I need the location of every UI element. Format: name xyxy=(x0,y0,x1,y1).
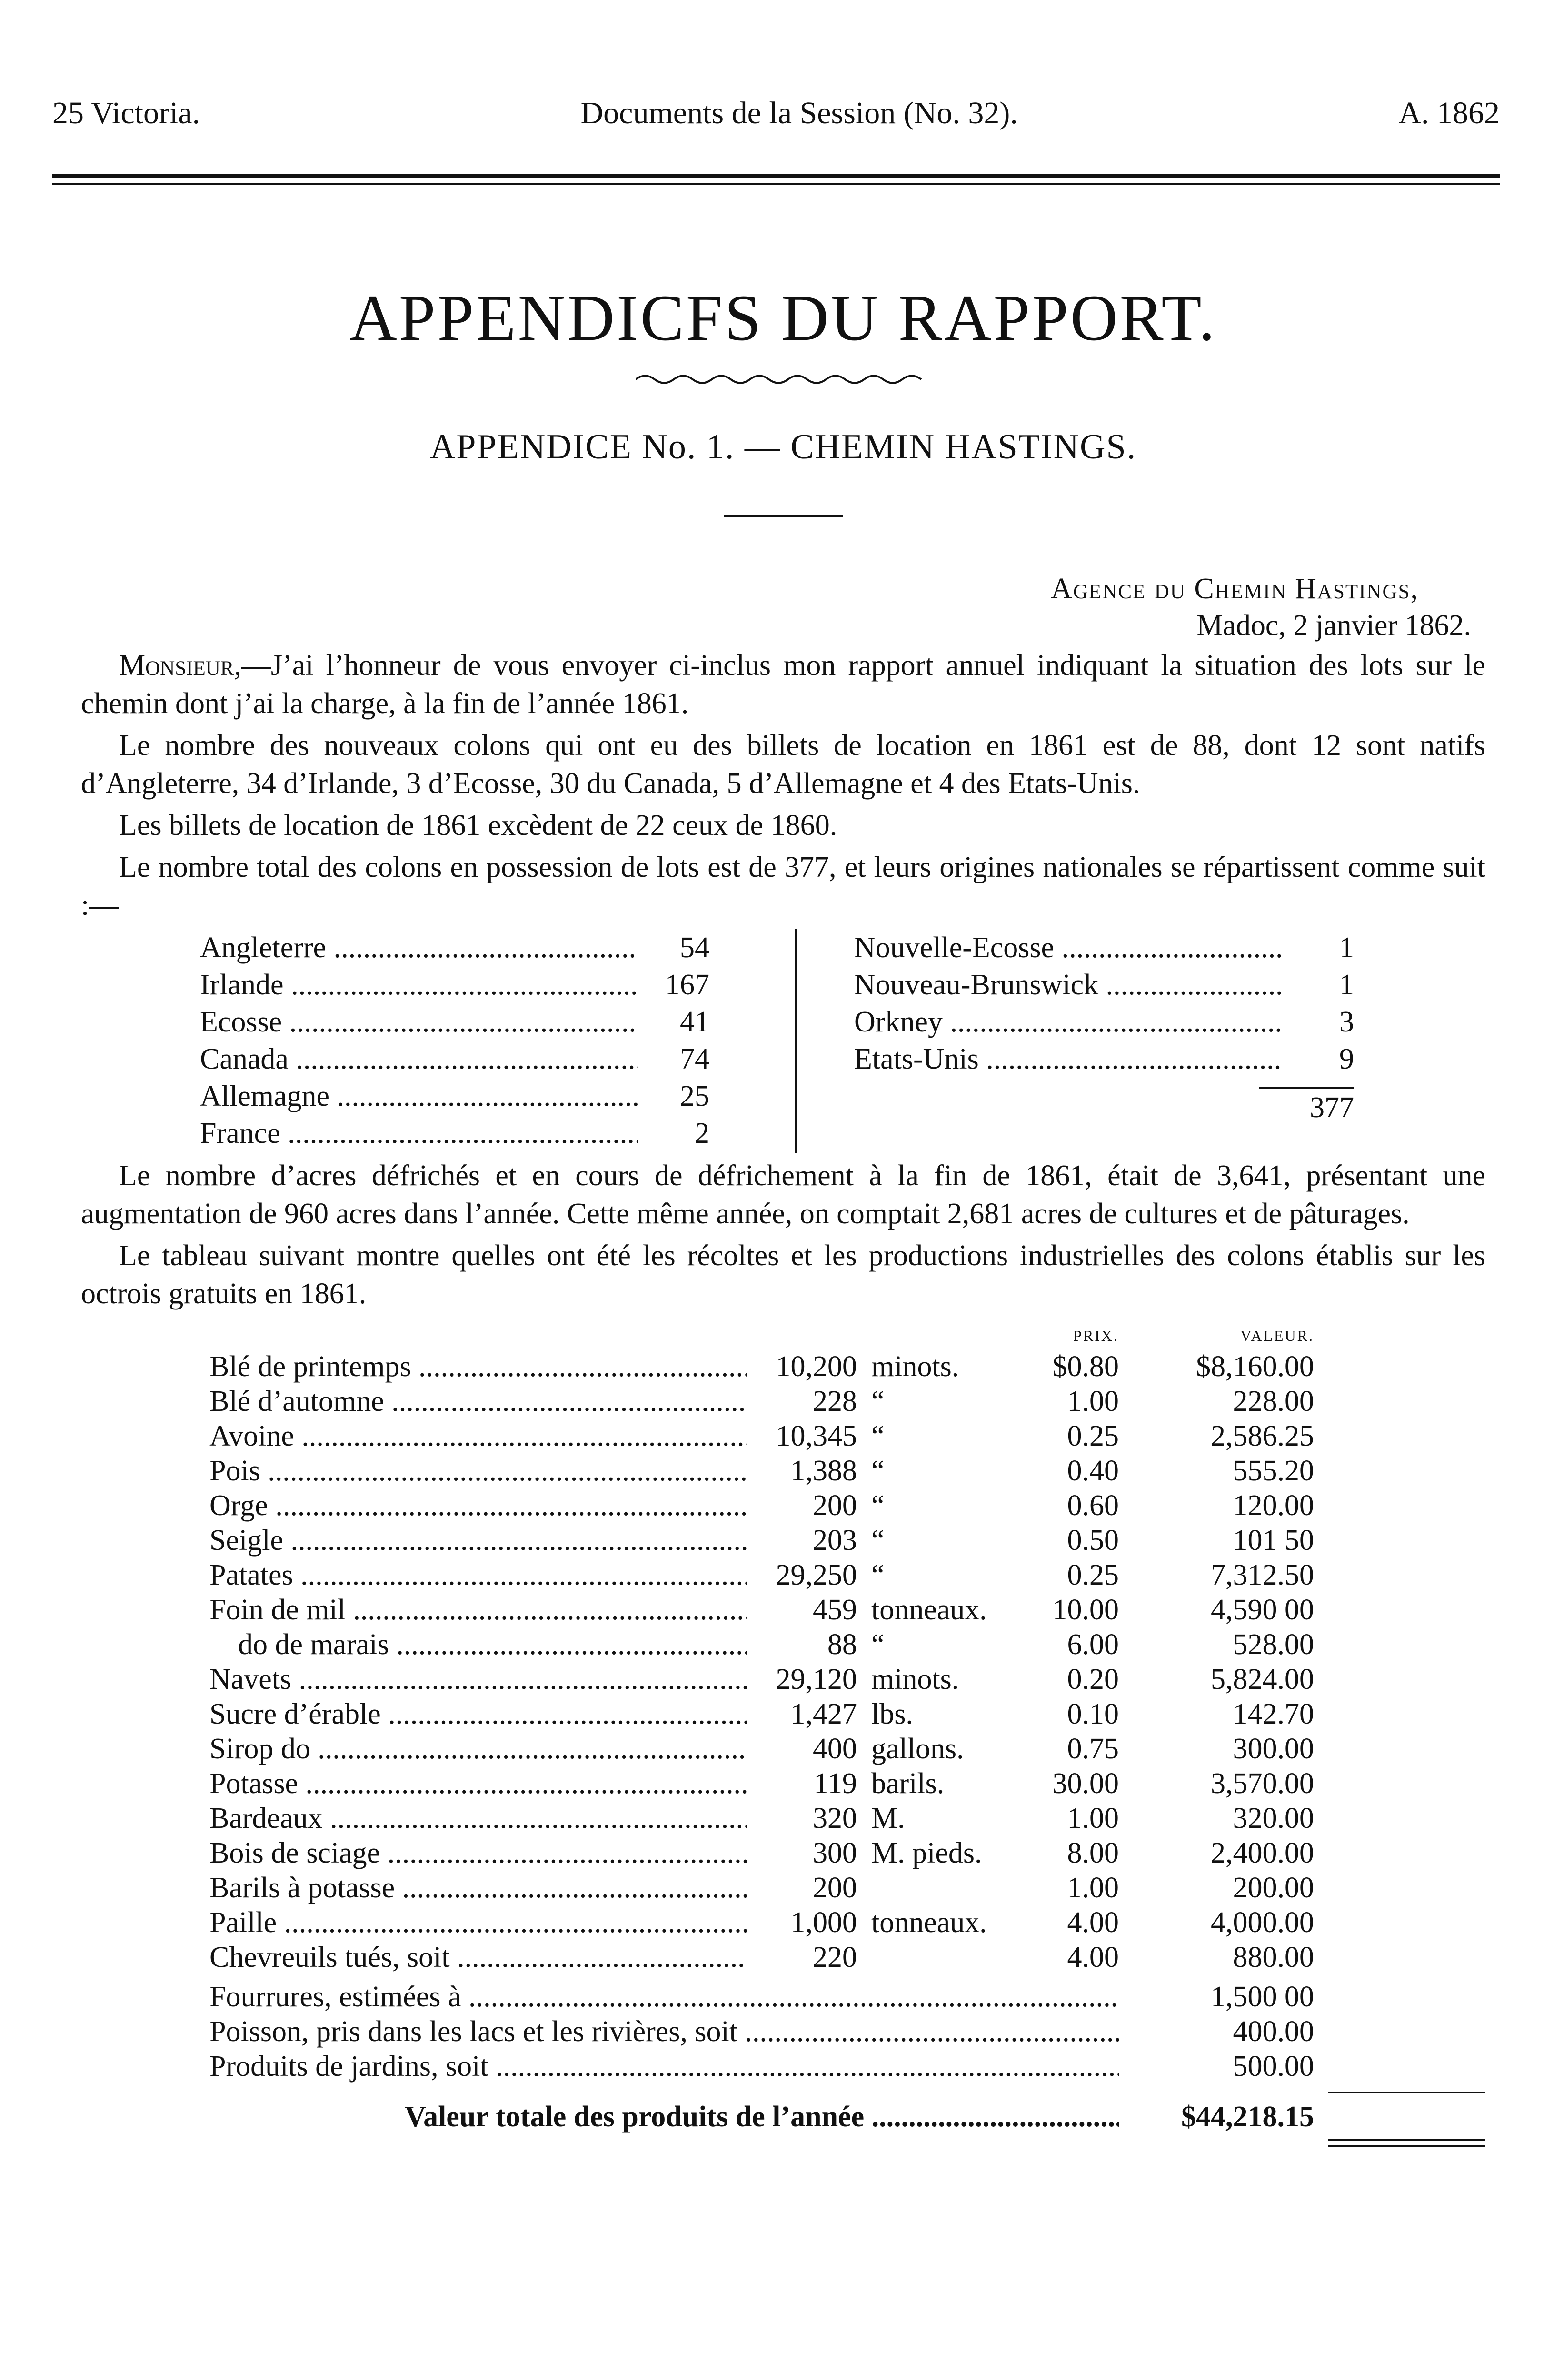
origin-row: Ecosse ..... 41 xyxy=(200,1003,709,1041)
product-value: 7,312.50 xyxy=(1211,1559,1314,1591)
origins-left-column xyxy=(81,929,709,1153)
estimate-name: Fourrures, estimées à ..... xyxy=(81,1980,1119,2014)
estimate-value: 400.00 xyxy=(1233,2015,1314,2048)
product-price: 0.60 xyxy=(1067,1489,1119,1522)
product-unit xyxy=(857,1871,1019,1905)
product-unit: M. xyxy=(871,1802,905,1835)
product-price: 0.50 xyxy=(1067,1524,1119,1557)
product-price: $0.80 xyxy=(1052,1350,1119,1383)
origins-total: 377 xyxy=(1310,1091,1354,1124)
product-row xyxy=(81,1836,1485,1871)
grand-total-row xyxy=(81,2100,1485,2134)
product-quantity: 88 xyxy=(827,1628,857,1661)
product-value: 200.00 xyxy=(1233,1872,1314,1904)
place-date: Madoc, 2 janvier 1862. xyxy=(1196,609,1471,642)
product-price: 0.10 xyxy=(1067,1698,1119,1730)
estimate-row xyxy=(81,2049,1485,2084)
product-name: Sirop do ..... xyxy=(81,1732,747,1766)
product-value: 2,586.25 xyxy=(1211,1420,1314,1452)
product-row xyxy=(81,1419,1485,1454)
product-unit: minots. xyxy=(871,1663,959,1696)
product-row xyxy=(81,1940,1485,1975)
intro-paragraph xyxy=(81,646,1485,723)
product-row xyxy=(81,1349,1485,1384)
product-name: Orge ..... xyxy=(81,1488,747,1523)
product-price: 4.00 xyxy=(1067,1941,1119,1973)
origins-paragraph: Le nombre total des colons en possession de lots est de 377, et leurs origines nationales se répartissent comme suit :— xyxy=(81,851,1485,922)
harvest-paragraph: Le tableau suivant montre quelles ont été les récoltes et les productions industrielles des colons établis sur les octrois gratuits en 1861. xyxy=(81,1240,1485,1310)
product-value: 2,400.00 xyxy=(1211,1837,1314,1869)
product-row xyxy=(81,1801,1485,1836)
product-name: Avoine ..... xyxy=(81,1419,747,1454)
product-unit: “ xyxy=(871,1524,885,1557)
product-price: 8.00 xyxy=(1067,1837,1119,1869)
header-year: A. 1862 xyxy=(1398,96,1500,130)
product-quantity: 10,200 xyxy=(776,1350,857,1383)
agency-name: Agence du Chemin Hastings, xyxy=(1051,573,1419,605)
page-title: APPENDICFS DU RAPPORT. xyxy=(349,281,1217,354)
product-row xyxy=(81,1523,1485,1558)
intro-text: —J’ai l’honneur de vous envoyer ci-inclus mon rapport annuel indiquant la situation des lots sur le chemin dont j’ai la charge, à la fin de l’année 1861. xyxy=(81,649,1485,720)
product-price: 0.75 xyxy=(1067,1733,1119,1765)
wavy-ornament xyxy=(636,370,931,389)
grand-total-label: Valeur totale des produits de l’année ..... xyxy=(81,2100,1119,2134)
product-name: Pois ..... xyxy=(81,1454,747,1488)
product-value: 528.00 xyxy=(1233,1628,1314,1661)
price-header: PRIX. xyxy=(1073,1327,1119,1344)
product-price: 0.25 xyxy=(1067,1559,1119,1591)
appendix-subtitle: APPENDICE No. 1. — CHEMIN HASTINGS. xyxy=(429,427,1137,466)
product-row xyxy=(81,1627,1485,1662)
product-name: Sucre d’érable ..... xyxy=(81,1697,747,1732)
product-quantity: 228 xyxy=(813,1385,857,1418)
estimate-value: 500.00 xyxy=(1233,2050,1314,2082)
header-rule-thick xyxy=(52,174,1500,178)
running-header xyxy=(52,95,1500,131)
grand-total-value: $44,218.15 xyxy=(1181,2101,1314,2133)
header-rule-thin xyxy=(52,183,1500,185)
product-unit: tonneaux. xyxy=(871,1594,987,1626)
product-value: 320.00 xyxy=(1233,1802,1314,1835)
settlers-paragraph: Le nombre des nouveaux colons qui ont eu des billets de location en 1861 est de 88, dont 12 sont natifs d’Angleterre, 34 d’Irlande, 3 d’Ecosse, 30 du Canada, 5 d’Allemagne et 4 des Etats-Unis. xyxy=(81,729,1485,800)
product-name: Barils à potasse ..... xyxy=(81,1871,747,1905)
product-price: 1.00 xyxy=(1067,1802,1119,1835)
estimate-row xyxy=(81,2014,1485,2049)
products-table xyxy=(81,1349,1485,1975)
product-row xyxy=(81,1662,1485,1697)
header-title: Documents de la Session (No. 32). xyxy=(580,96,1018,130)
product-row xyxy=(81,1697,1485,1732)
estimate-row xyxy=(81,1980,1485,2014)
section-divider xyxy=(724,515,843,517)
product-value: 120.00 xyxy=(1233,1489,1314,1522)
estimate-name: Produits de jardins, soit ..... xyxy=(81,2049,1119,2084)
product-row xyxy=(81,1454,1485,1488)
product-value: $8,160.00 xyxy=(1196,1350,1314,1383)
product-quantity: 200 xyxy=(813,1872,857,1904)
product-quantity: 400 xyxy=(813,1733,857,1765)
product-row xyxy=(81,1732,1485,1766)
product-row xyxy=(81,1558,1485,1593)
product-unit: “ xyxy=(871,1385,885,1418)
product-price: 0.25 xyxy=(1067,1420,1119,1452)
product-unit: “ xyxy=(871,1628,885,1661)
product-quantity: 203 xyxy=(813,1524,857,1557)
origin-row: Allemagne ..... 25 xyxy=(200,1078,709,1115)
product-row xyxy=(81,1488,1485,1523)
product-price: 0.20 xyxy=(1067,1663,1119,1696)
product-name: Blé d’automne ..... xyxy=(81,1384,747,1419)
product-unit: “ xyxy=(871,1559,885,1591)
origin-row: Orkney ..... 3 xyxy=(854,1003,1354,1041)
origin-row: Nouveau-Brunswick ..... 1 xyxy=(854,966,1354,1003)
product-name: Seigle ..... xyxy=(81,1523,747,1558)
origin-row: Irlande ..... 167 xyxy=(200,966,709,1003)
product-row xyxy=(81,1766,1485,1801)
estimate-name: Poisson, pris dans les lacs et les rivières, soit ..... xyxy=(81,2014,1119,2049)
product-row xyxy=(81,1871,1485,1905)
product-unit: lbs. xyxy=(871,1698,913,1730)
product-name: do de marais ..... xyxy=(81,1627,747,1662)
acreage-paragraph: Le nombre d’acres défrichés et en cours de défrichement à la fin de 1861, était de 3,641, présentant une augmentation de 960 acres dans l’année. Cette même année, on comptait 2,681 acres de cultures et de pâturages. xyxy=(81,1160,1485,1230)
grand-total-double-rule xyxy=(1328,2139,1485,2147)
product-unit: tonneaux. xyxy=(871,1906,987,1939)
table-column-headers xyxy=(81,1327,1485,1345)
origin-row: Nouvelle-Ecosse ..... 1 xyxy=(854,929,1354,966)
product-unit: minots. xyxy=(871,1350,959,1383)
product-name: Bardeaux ..... xyxy=(81,1801,747,1836)
product-value: 142.70 xyxy=(1233,1698,1314,1730)
product-value: 228.00 xyxy=(1233,1385,1314,1418)
product-unit: “ xyxy=(871,1489,885,1522)
product-price: 1.00 xyxy=(1067,1872,1119,1904)
product-name: Foin de mil ..... xyxy=(81,1593,747,1627)
product-name: Bois de sciage ..... xyxy=(81,1836,747,1871)
product-row xyxy=(81,1905,1485,1940)
sum-rule xyxy=(1328,2092,1485,2093)
product-unit xyxy=(857,1940,1019,1975)
product-unit: gallons. xyxy=(871,1733,964,1765)
product-value: 4,000.00 xyxy=(1211,1906,1314,1939)
product-value: 101 50 xyxy=(1233,1524,1314,1557)
product-quantity: 1,388 xyxy=(790,1455,857,1487)
product-name: Potasse ..... xyxy=(81,1766,747,1801)
product-name: Paille ..... xyxy=(81,1905,747,1940)
product-quantity: 119 xyxy=(814,1767,857,1800)
product-quantity: 29,250 xyxy=(776,1559,857,1591)
document-page xyxy=(52,95,1500,2147)
product-price: 1.00 xyxy=(1067,1385,1119,1418)
product-quantity: 1,427 xyxy=(790,1698,857,1730)
product-row xyxy=(81,1593,1485,1627)
product-price: 0.40 xyxy=(1067,1455,1119,1487)
origin-row: France ..... 2 xyxy=(200,1115,709,1152)
origins-right-column xyxy=(854,929,1354,1153)
product-unit: M. pieds. xyxy=(871,1837,982,1869)
product-quantity: 220 xyxy=(813,1941,857,1973)
product-row xyxy=(81,1384,1485,1419)
product-quantity: 200 xyxy=(813,1489,857,1522)
origin-row: Angleterre ..... 54 xyxy=(200,929,709,966)
origin-row: Etats-Unis ..... 9 xyxy=(854,1041,1354,1078)
estimate-value: 1,500 00 xyxy=(1211,1981,1314,2013)
product-unit: barils. xyxy=(871,1767,945,1800)
product-name: Chevreuils tués, soit ..... xyxy=(81,1940,747,1975)
product-value: 4,590 00 xyxy=(1211,1594,1314,1626)
product-price: 10.00 xyxy=(1052,1594,1119,1626)
origins-table xyxy=(81,929,1485,1153)
product-name: Blé de printemps ..... xyxy=(81,1349,747,1384)
header-volume: 25 Victoria. xyxy=(52,96,200,130)
product-price: 30.00 xyxy=(1052,1767,1119,1800)
tickets-paragraph: Les billets de location de 1861 excèdent de 22 ceux de 1860. xyxy=(119,809,837,842)
salutation: Monsieur, xyxy=(119,649,241,682)
product-value: 300.00 xyxy=(1233,1733,1314,1765)
product-value: 555.20 xyxy=(1233,1455,1314,1487)
value-header: VALEUR. xyxy=(1240,1327,1314,1344)
origin-row: Canada ..... 74 xyxy=(200,1041,709,1078)
product-value: 880.00 xyxy=(1233,1941,1314,1973)
product-price: 6.00 xyxy=(1067,1628,1119,1661)
product-unit: “ xyxy=(871,1420,885,1452)
product-price: 4.00 xyxy=(1067,1906,1119,1939)
product-quantity: 300 xyxy=(813,1837,857,1869)
product-quantity: 1,000 xyxy=(790,1906,857,1939)
product-value: 3,570.00 xyxy=(1211,1767,1314,1800)
estimates-table xyxy=(81,1980,1485,2084)
origins-divider xyxy=(795,929,797,1153)
product-name: Navets ..... xyxy=(81,1662,747,1697)
product-quantity: 320 xyxy=(813,1802,857,1835)
product-quantity: 29,120 xyxy=(776,1663,857,1696)
product-quantity: 10,345 xyxy=(776,1420,857,1452)
product-name: Patates ..... xyxy=(81,1558,747,1593)
origins-total-row xyxy=(854,1089,1354,1126)
product-value: 5,824.00 xyxy=(1211,1663,1314,1696)
product-unit: “ xyxy=(871,1455,885,1487)
product-quantity: 459 xyxy=(813,1594,857,1626)
